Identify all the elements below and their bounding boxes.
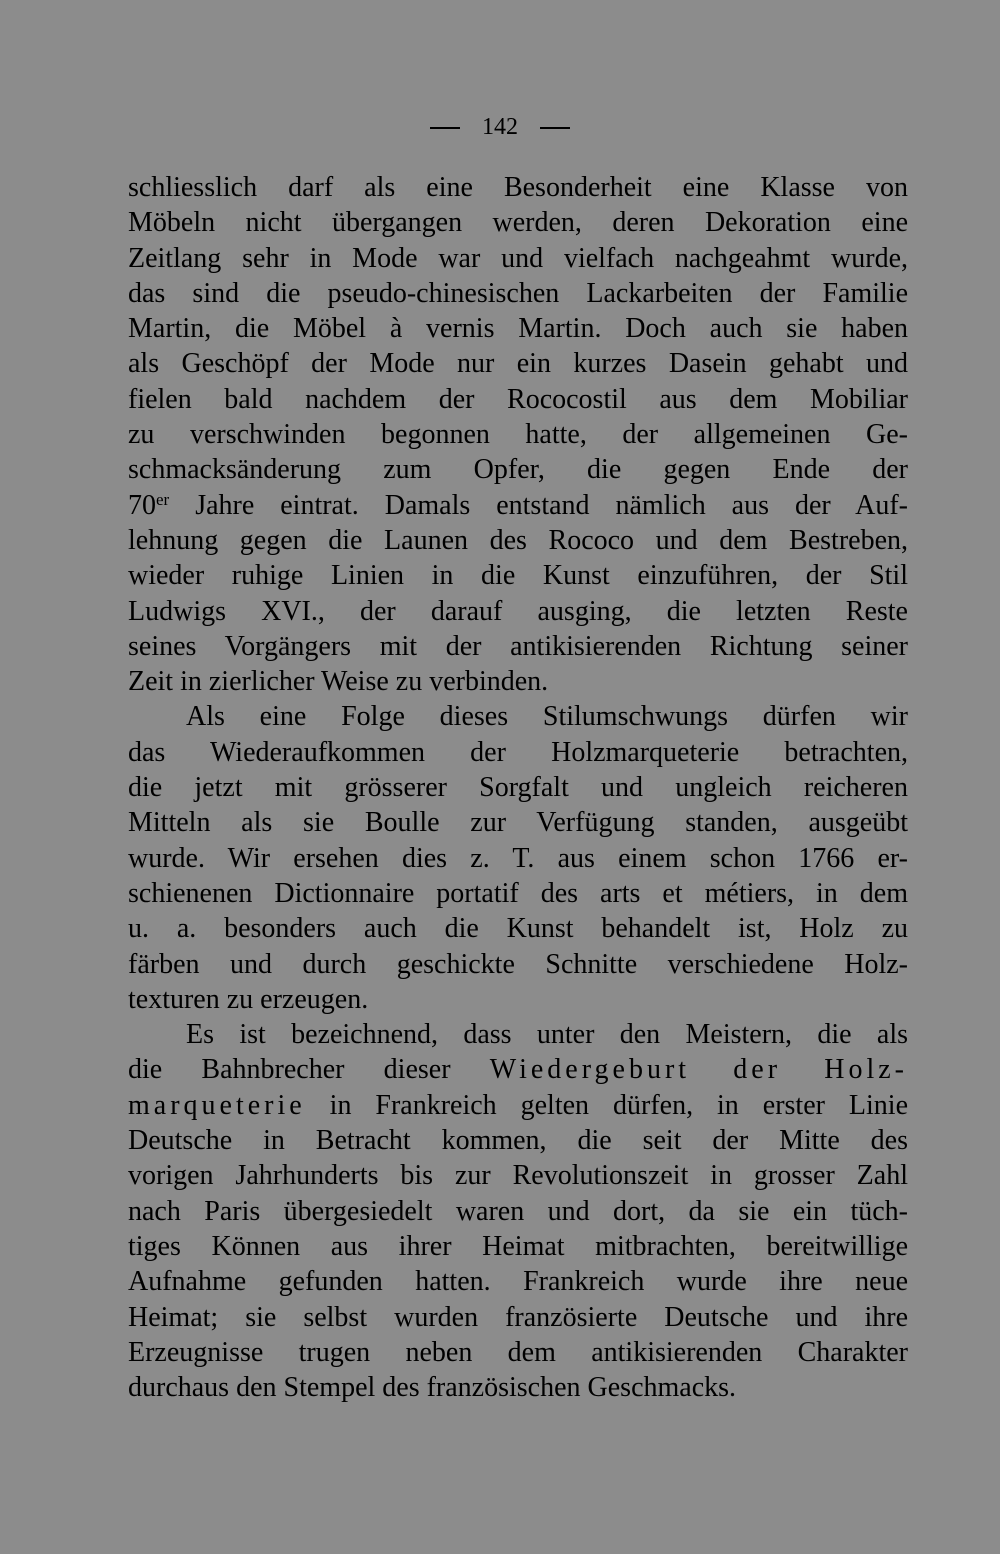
text-line: schmacksänderung zum Opfer, die gegen Ende der	[128, 454, 908, 486]
page-number: 142	[482, 114, 518, 140]
text-line: das Wiederaufkommen der Holzmarqueterie betrachten,	[128, 736, 908, 768]
text-line: seines Vorgängers mit der antikisierenden Richtung seiner	[128, 630, 908, 662]
paragraph-2	[128, 699, 908, 1017]
text-line: texturen zu erzeugen.	[128, 983, 369, 1015]
text-line: wurde. Wir ersehen dies z. T. aus einem schon 1766 er-	[128, 842, 908, 874]
text-line: Zeitlang sehr in Mode war und vielfach nachgeahmt wurde,	[128, 242, 908, 274]
ordinal-suffix: er	[156, 489, 170, 509]
text-line: Möbeln nicht übergangen werden, deren Dekoration eine	[128, 207, 908, 239]
text-line: die jetzt mit grösserer Sorgfalt und ungleich reicheren	[128, 772, 908, 804]
text-line: als Geschöpf der Mode nur ein kurzes Dasein gehabt und	[128, 348, 908, 380]
text-line: Zeit in zierlicher Weise zu verbinden.	[128, 666, 549, 698]
text-line: färben und durch geschickte Schnitte verschiedene Holz-	[128, 948, 908, 980]
spaced-emphasis: marqueterie	[128, 1089, 306, 1121]
text-line: zu verschwinden begonnen hatte, der allgemeinen Ge-	[128, 419, 908, 451]
page-header	[0, 112, 1000, 142]
text-line: wieder ruhige Linien in die Kunst einzuführen, der Stil	[128, 560, 908, 592]
text-line: tiges Können aus ihrer Heimat mitbrachten, bereitwillige	[128, 1230, 908, 1262]
spaced-emphasis: Wiedergeburt der Holz-	[489, 1054, 908, 1086]
paragraph-3	[128, 1017, 908, 1405]
text-line: Erzeugnisse trugen neben dem antikisierenden Charakter	[128, 1336, 908, 1368]
text-line: fielen bald nachdem der Rococostil aus dem Mobiliar	[128, 383, 908, 415]
text-line: durchaus den Stempel des französischen Geschmacks.	[128, 1372, 737, 1404]
line-text: in Frankreich gelten dürfen, in erster Linie	[305, 1089, 908, 1121]
text-line: lehnung gegen die Launen des Rococo und dem Bestreben,	[128, 524, 908, 556]
text-line: Ludwigs XVI., der darauf ausging, die letzten Reste	[128, 595, 908, 627]
text-line: Deutsche in Betracht kommen, die seit der Mitte des	[128, 1125, 908, 1157]
text-line	[128, 488, 908, 523]
text-line: nach Paris übergesiedelt waren und dort, da sie ein tüch-	[128, 1195, 908, 1227]
line-text: Jahre eintrat. Damals entstand nämlich aus der Auf-	[169, 489, 908, 521]
paragraph-1	[128, 170, 908, 699]
text-line: Martin, die Möbel à vernis Martin. Doch auch sie haben	[128, 313, 908, 345]
line-text: die Bahnbrecher dieser	[128, 1054, 490, 1086]
text-line: schienenen Dictionnaire portatif des arts et métiers, in dem	[128, 877, 908, 909]
header-dash-right	[540, 127, 570, 129]
text-line: Aufnahme gefunden hatten. Frankreich wurde ihre neue	[128, 1266, 908, 1298]
text-line: Als eine Folge dieses Stilumschwungs dürfen wir	[186, 701, 908, 733]
text-line: u. a. besonders auch die Kunst behandelt ist, Holz zu	[128, 913, 908, 945]
ordinal-number: 70	[128, 489, 156, 521]
text-line: Mitteln als sie Boulle zur Verfügung standen, ausgeübt	[128, 807, 908, 839]
text-line: Es ist bezeichnend, dass unter den Meistern, die als	[186, 1019, 908, 1051]
text-line: Heimat; sie selbst wurden französierte Deutsche und ihre	[128, 1301, 908, 1333]
body-text	[128, 170, 908, 1405]
header-dash-left	[430, 127, 460, 129]
text-line: schliesslich darf als eine Besonderheit eine Klasse von	[128, 172, 908, 203]
text-line	[128, 1088, 908, 1123]
text-line	[128, 1052, 908, 1087]
text-line: vorigen Jahrhunderts bis zur Revolutionszeit in grosser Zahl	[128, 1160, 908, 1192]
text-line: das sind die pseudo-chinesischen Lackarbeiten der Familie	[128, 277, 908, 309]
